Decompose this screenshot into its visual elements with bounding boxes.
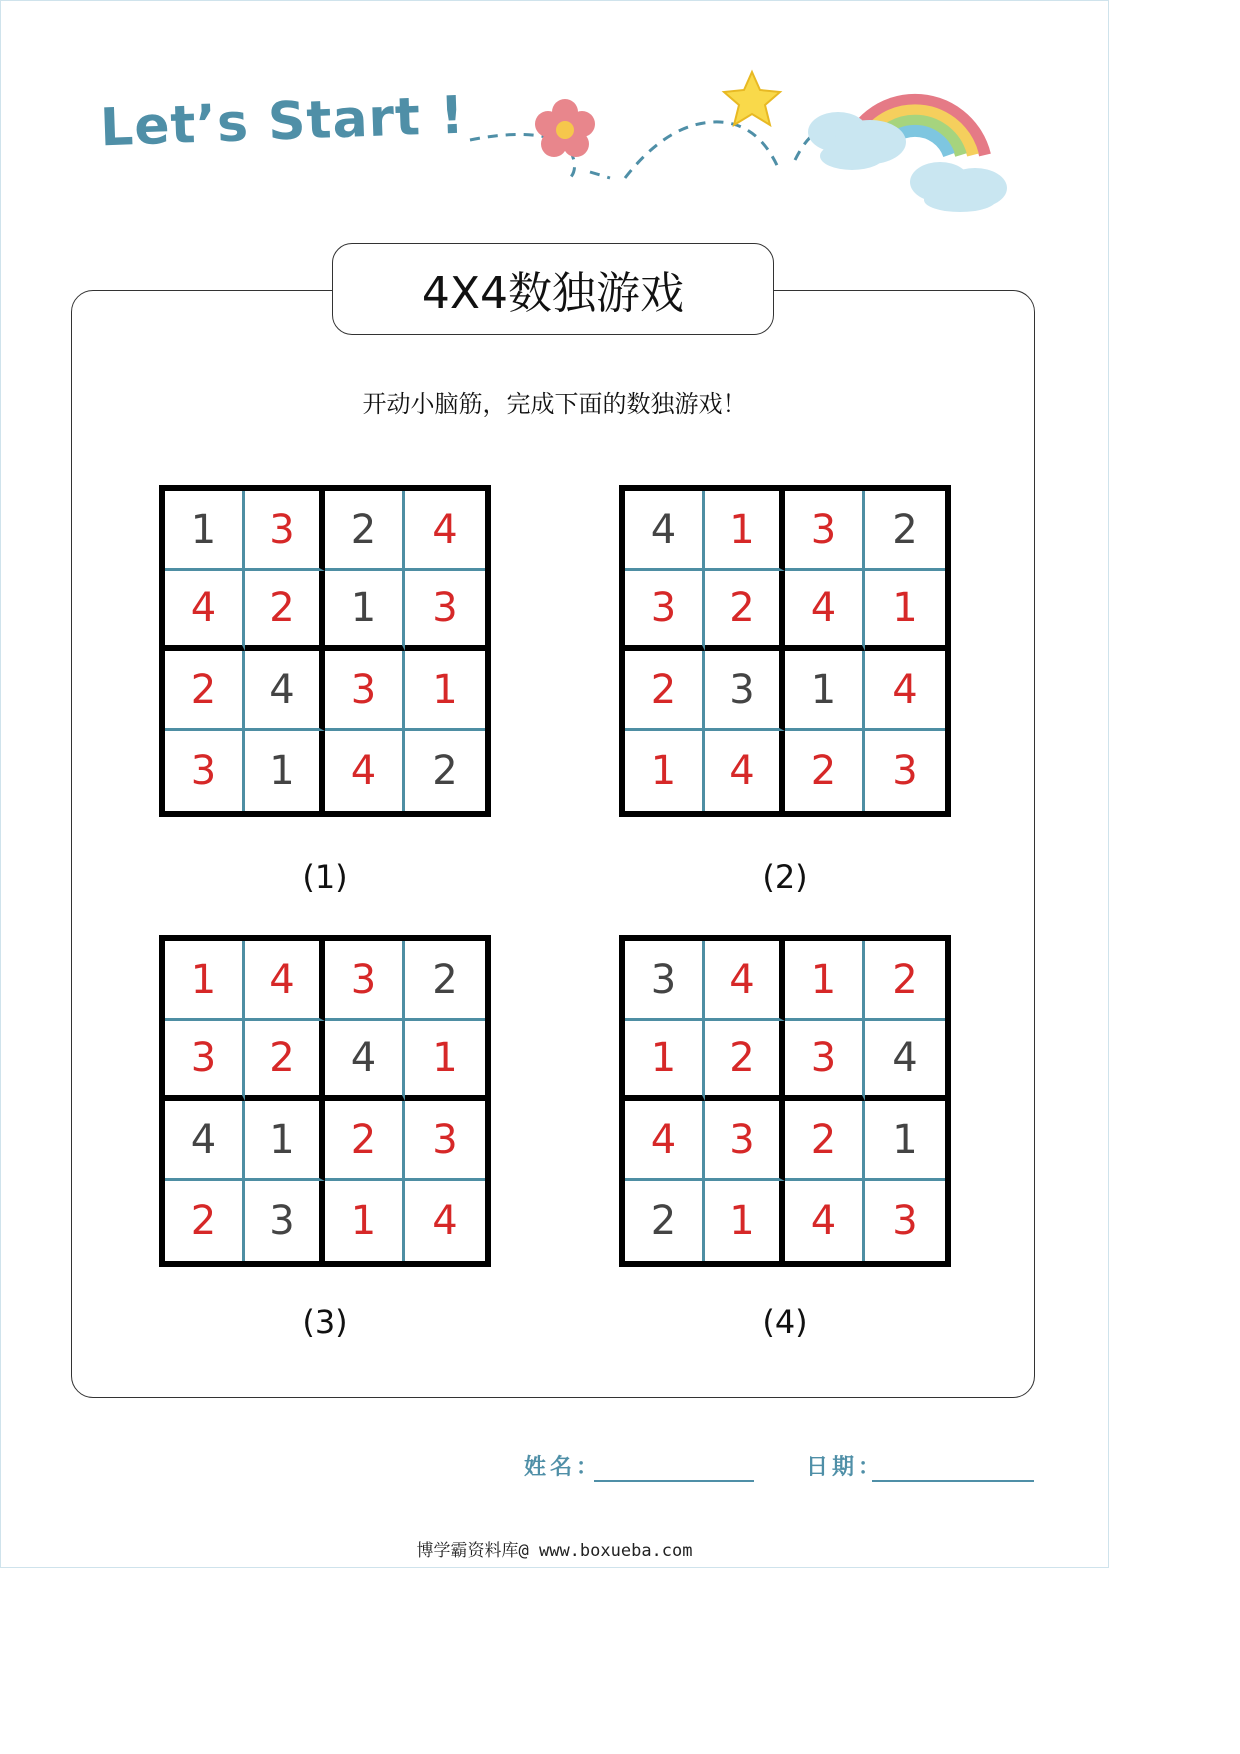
cloud-icon: [910, 162, 1007, 212]
sudoku-cell[interactable]: 4: [865, 651, 945, 731]
sudoku-cell[interactable]: 2: [325, 491, 405, 571]
sudoku-cell[interactable]: 4: [705, 941, 785, 1021]
sudoku-cell[interactable]: 2: [785, 731, 865, 811]
sudoku-cell[interactable]: 2: [165, 1181, 245, 1261]
grid-label-4: (4): [762, 1303, 808, 1341]
sudoku-cell[interactable]: 4: [245, 941, 325, 1021]
name-input-line[interactable]: [594, 1480, 754, 1482]
grid-label-1: (1): [302, 858, 348, 896]
star-icon: [724, 72, 780, 125]
sudoku-cell[interactable]: 3: [405, 571, 485, 651]
sudoku-cell[interactable]: 2: [865, 491, 945, 571]
sudoku-cell[interactable]: 3: [245, 491, 325, 571]
sudoku-cell[interactable]: 3: [625, 941, 705, 1021]
sudoku-cell[interactable]: 2: [245, 1021, 325, 1101]
sudoku-cell[interactable]: 1: [625, 1021, 705, 1101]
name-label: 姓名：: [524, 1455, 603, 1480]
sudoku-cell[interactable]: 4: [785, 571, 865, 651]
sudoku-cell[interactable]: 2: [165, 651, 245, 731]
sudoku-cell[interactable]: 2: [705, 571, 785, 651]
sudoku-cell[interactable]: 3: [705, 1101, 785, 1181]
sudoku-cell[interactable]: 3: [325, 941, 405, 1021]
sudoku-cell[interactable]: 2: [432, 748, 458, 794]
sudoku-cell[interactable]: 3: [892, 748, 918, 794]
sudoku-cell[interactable]: 4: [865, 1021, 945, 1101]
sudoku-cell[interactable]: 1: [405, 651, 485, 731]
sudoku-cell[interactable]: 3: [705, 651, 785, 731]
sudoku-grid-4: [619, 935, 951, 1267]
sudoku-cell[interactable]: 3: [785, 491, 865, 571]
date-label: 日期：: [806, 1455, 885, 1480]
sudoku-cell[interactable]: 1: [165, 491, 245, 571]
grid-label-2: (2): [762, 858, 808, 896]
sudoku-cell[interactable]: 4: [705, 731, 785, 811]
sudoku-cell[interactable]: 4: [625, 1101, 705, 1181]
sudoku-cell[interactable]: 3: [165, 731, 245, 811]
sudoku-cell[interactable]: 1: [865, 571, 945, 651]
sudoku-cell[interactable]: 4: [405, 491, 485, 571]
worksheet-title: 4X4数独游戏: [332, 243, 774, 335]
sudoku-cell[interactable]: 3: [165, 1021, 245, 1101]
sudoku-cell[interactable]: 4: [785, 1181, 865, 1261]
grid-label-3: (3): [302, 1303, 348, 1341]
sudoku-grid-3: [159, 935, 491, 1267]
sudoku-cell[interactable]: 4: [325, 731, 405, 811]
sudoku-cell[interactable]: 1: [785, 941, 865, 1021]
sudoku-cell[interactable]: 3: [245, 1181, 325, 1261]
sudoku-cell[interactable]: 3: [785, 1021, 865, 1101]
sudoku-cell[interactable]: 1: [325, 1181, 405, 1261]
sudoku-cell[interactable]: 1: [245, 731, 325, 811]
sudoku-cell[interactable]: 1: [865, 1101, 945, 1181]
sudoku-cell[interactable]: 2: [785, 1101, 865, 1181]
sudoku-cell[interactable]: 4: [625, 491, 705, 571]
sudoku-cell[interactable]: 1: [245, 1101, 325, 1181]
date-input-line[interactable]: [872, 1480, 1034, 1482]
sudoku-cell[interactable]: 3: [325, 651, 405, 731]
sudoku-cell[interactable]: 3: [625, 571, 705, 651]
sudoku-grid-1: [159, 485, 491, 817]
sudoku-cell[interactable]: 1: [165, 941, 245, 1021]
sudoku-cell[interactable]: 1: [705, 1181, 785, 1261]
sudoku-cell[interactable]: 4: [325, 1021, 405, 1101]
dashed-path: [470, 122, 825, 180]
watermark: 博学霸资料库@ www.boxueba.com: [416, 1541, 693, 1561]
sudoku-cell[interactable]: 1: [325, 571, 405, 651]
sudoku-cell[interactable]: 2: [865, 941, 945, 1021]
sudoku-cell[interactable]: 4: [165, 571, 245, 651]
flower-icon: [535, 99, 595, 157]
instruction-text: 开动小脑筋，完成下面的数独游戏！: [362, 390, 747, 418]
sudoku-cell[interactable]: 4: [165, 1101, 245, 1181]
sudoku-cell[interactable]: 2: [625, 1181, 705, 1261]
sudoku-cell[interactable]: 4: [432, 1198, 458, 1244]
sudoku-cell[interactable]: 3: [892, 1198, 918, 1244]
sudoku-cell[interactable]: 1: [705, 491, 785, 571]
sudoku-cell[interactable]: 1: [625, 731, 705, 811]
sudoku-cell[interactable]: 2: [705, 1021, 785, 1101]
sudoku-cell[interactable]: 2: [245, 571, 325, 651]
sudoku-grid-2: [619, 485, 951, 817]
sudoku-cell[interactable]: 1: [405, 1021, 485, 1101]
header-decoration: [460, 60, 1020, 220]
sudoku-cell[interactable]: 2: [405, 941, 485, 1021]
header-title: Let’s Start !: [99, 85, 466, 159]
sudoku-cell[interactable]: 4: [245, 651, 325, 731]
sudoku-cell[interactable]: 2: [325, 1101, 405, 1181]
sudoku-cell[interactable]: 1: [785, 651, 865, 731]
sudoku-cell[interactable]: 2: [625, 651, 705, 731]
sudoku-cell[interactable]: 3: [405, 1101, 485, 1181]
